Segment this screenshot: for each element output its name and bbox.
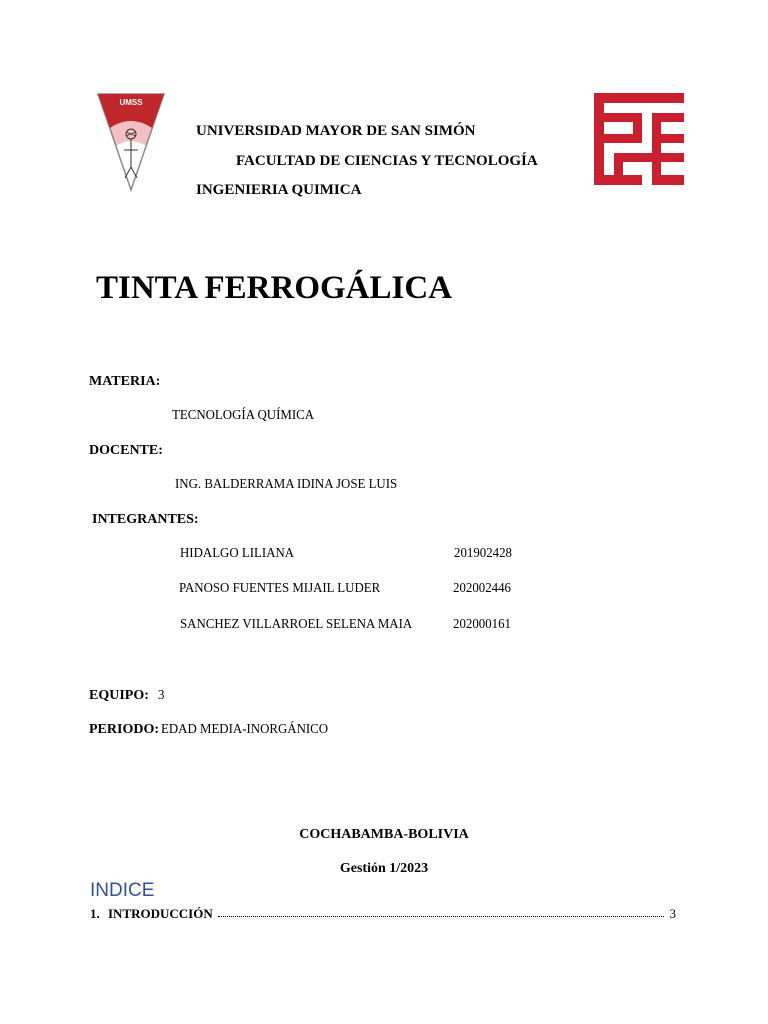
toc-entry-text: INTRODUCCIÓN: [108, 906, 213, 921]
docente-value: ING. BALDERRAMA IDINA JOSE LUIS: [175, 477, 398, 492]
equipo-value: 3: [158, 688, 165, 703]
toc-dot-leader: [218, 916, 664, 917]
periodo-value: EDAD MEDIA-INORGÁNICO: [161, 722, 329, 737]
career-name: INGENIERIA QUIMICA: [196, 182, 362, 198]
member-name: PANOSO FUENTES MIJAIL LUDER: [179, 581, 381, 596]
member-name: HIDALGO LILIANA: [180, 546, 295, 561]
umss-logo: [96, 92, 166, 192]
faculty-name: FACULTAD DE CIENCIAS Y TECNOLOGÍA: [236, 153, 538, 169]
university-name: UNIVERSIDAD MAYOR DE SAN SIMÓN: [196, 123, 476, 139]
fcyt-logo-icon: [594, 93, 684, 185]
fcyt-logo: [594, 93, 684, 185]
materia-label: MATERIA:: [89, 374, 161, 389]
index-title: INDICE: [90, 880, 155, 901]
umss-logo-text: UMSS: [119, 98, 143, 107]
member-code: 201902428: [454, 546, 512, 561]
toc-entry-number: 1.: [90, 906, 100, 921]
materia-value: TECNOLOGÍA QUÍMICA: [172, 408, 315, 423]
location: COCHABAMBA-BOLIVIA: [299, 827, 469, 842]
equipo-label: EQUIPO:: [89, 688, 149, 703]
document-title: TINTA FERROGÁLICA: [96, 270, 453, 306]
periodo-label: PERIODO:: [89, 722, 159, 737]
integrantes-label: INTEGRANTES:: [92, 512, 199, 527]
gestion: Gestión 1/2023: [339, 861, 429, 876]
umss-shield-icon: [96, 92, 166, 192]
member-name: SANCHEZ VILLARROEL SELENA MAIA: [180, 617, 413, 632]
member-code: 202000161: [453, 617, 511, 632]
docente-label: DOCENTE:: [89, 443, 163, 458]
toc-entry[interactable]: [90, 906, 676, 924]
toc-entry-page: 3: [669, 906, 676, 921]
member-code: 202002446: [453, 581, 511, 596]
